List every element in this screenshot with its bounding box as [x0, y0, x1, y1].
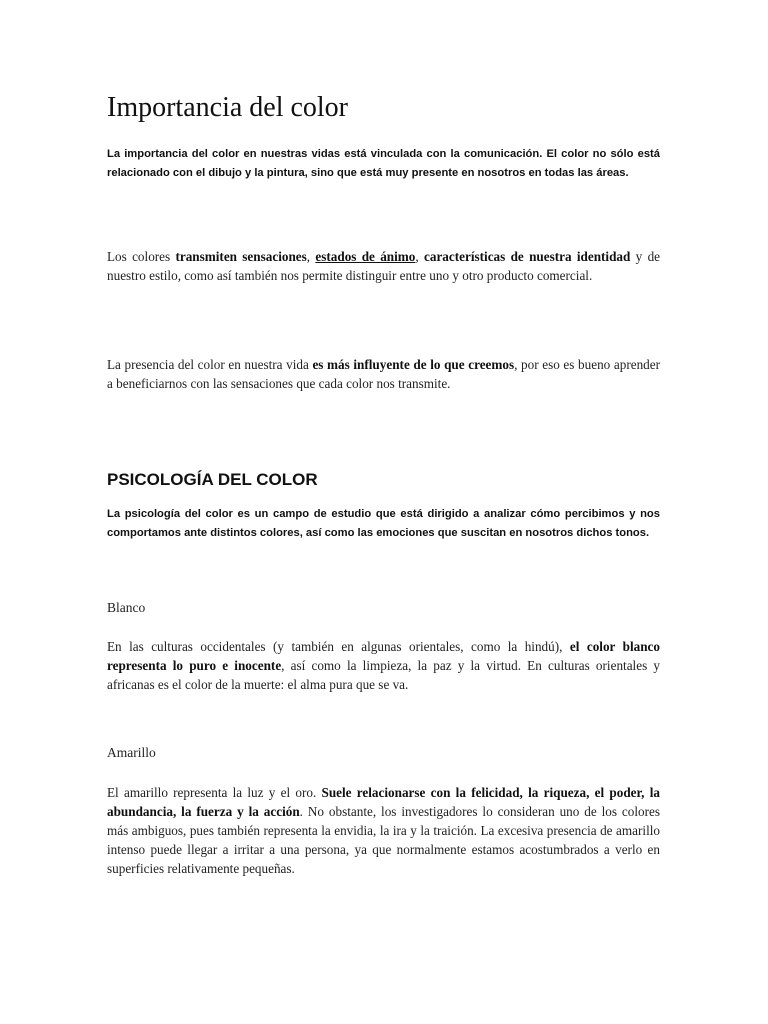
blanco-paragraph [107, 637, 660, 694]
bold-run: características de nuestra identidad [424, 249, 631, 264]
text-run: En las culturas occidentales (y también en algunas orientales, como la hindú), [107, 639, 570, 654]
text-run: , así como la limpieza, la paz y la virtud. En culturas orientales y africanas es el color de la muerte: el alma pura que se va. [107, 658, 660, 692]
text-run: , [306, 249, 316, 264]
subheading-amarillo: Amarillo [107, 745, 156, 760]
text-run: La presencia del color en nuestra vida [107, 357, 313, 372]
text-run: , por eso es bueno aprender a beneficiarnos con las sensaciones que cada color nos transmite. [107, 357, 660, 391]
text-run: , [415, 249, 424, 264]
presence-paragraph [107, 355, 660, 393]
bold-run: Suele relacionarse con la felicidad, la riqueza, el poder, la abundancia, la fuerza y la acción [107, 785, 660, 819]
underlined-bold-run: estados de ánimo [315, 249, 416, 264]
section-heading: PSICOLOGÍA DEL COLOR [107, 470, 318, 489]
colors-paragraph [107, 247, 660, 285]
page-title: Importancia del color [107, 92, 349, 123]
text-run: y de nuestro estilo, como así también nos permite distinguir entre uno y otro producto comercial. [107, 249, 661, 283]
bold-run: es más influyente de lo que creemos [312, 357, 515, 372]
subheading-blanco: Blanco [107, 600, 146, 615]
text-run: El amarillo representa la luz y el oro. [107, 785, 322, 800]
text-run: Los colores [107, 249, 176, 264]
intro-paragraph: La importancia del color en nuestras vidas está vinculada con la comunicación. El color no sólo está relacionado con el dibujo y la pintura, sino que está muy presente en nosotros en todas las áreas. [107, 148, 660, 179]
amarillo-paragraph [107, 783, 660, 878]
bold-run: transmiten sensaciones [175, 249, 307, 264]
text-run: . No obstante, los investigadores lo consideran uno de los colores más ambiguos, pues también representa la envidia, la ira y la traición. La excesiva presencia de amarillo intenso puede llegar a irritar a una persona, ya que normalmente estamos acostumbrados a verlo en superficies relativamente pequeñas. [107, 804, 660, 876]
section-intro-paragraph: La psicología del color es un campo de estudio que está dirigido a analizar cómo percibimos y nos comportamos ante distintos colores, así como las emociones que suscitan en nosotros dichos tonos. [107, 508, 660, 539]
bold-run: el color blanco representa lo puro e inocente [107, 639, 660, 673]
